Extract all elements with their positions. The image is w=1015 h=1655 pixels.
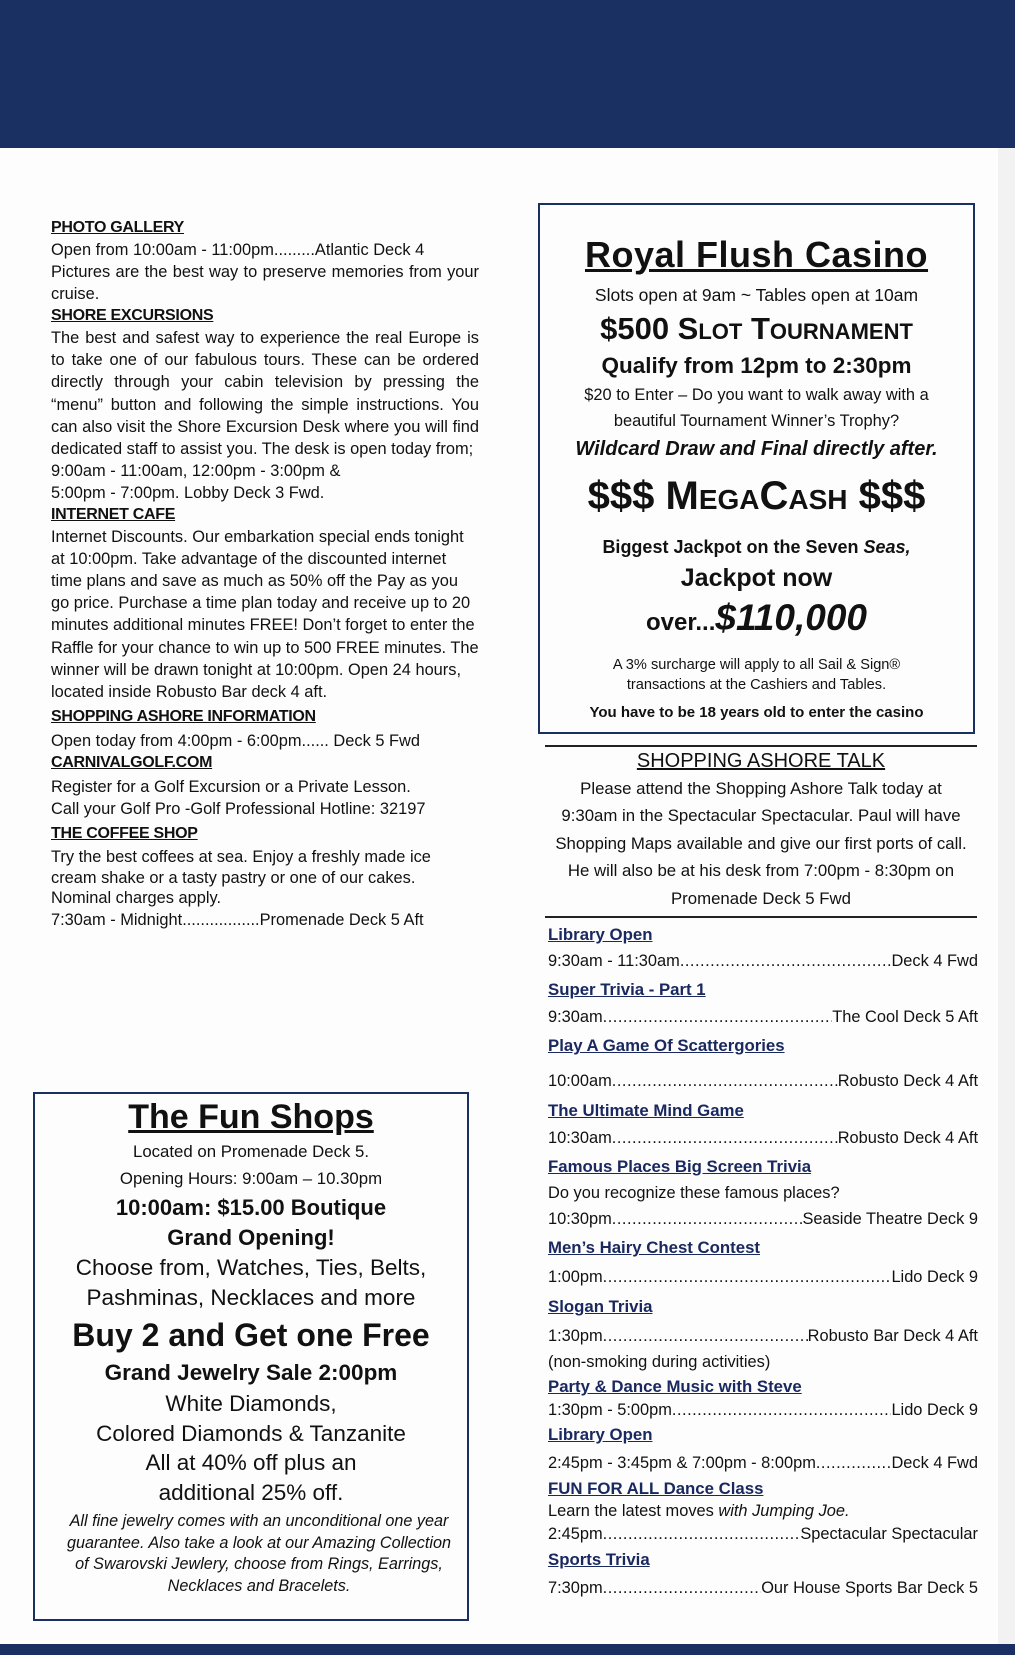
event-title: Library Open: [548, 1425, 653, 1444]
event-time: 1:30pm - 5:00pm: [548, 1401, 672, 1419]
event-leader: [680, 949, 892, 973]
qualify-time: Qualify from 12pm to 2:30pm: [601, 353, 912, 378]
biggest-jackpot-seas: Seas,: [863, 537, 911, 557]
header-band: [0, 0, 1015, 148]
event-place: Robusto Bar Deck 4 Aft: [807, 1327, 978, 1345]
jewelry-line-2: Colored Diamonds & Tanzanite: [96, 1420, 406, 1446]
event-line: [548, 1451, 978, 1475]
wildcard-draw: Wildcard Draw and Final directly after.: [575, 438, 938, 460]
event-time: 9:30am - 11:30am: [548, 952, 680, 970]
carnival-golf-title: CARNIVALGOLF.COM: [51, 753, 213, 771]
fun-shops-box: [33, 1092, 469, 1621]
entry-info: $20 to Enter – Do you want to walk away with a beautiful Tournament Winner’s Trophy?: [584, 386, 929, 430]
slot-tournament: $500 Slot Tournament: [600, 311, 913, 346]
event-item: [548, 1099, 978, 1150]
coffee-shop-hours: 7:30am - Midnight.................Promenade Deck 5 Aft: [51, 910, 424, 929]
event-title: Slogan Trivia: [548, 1297, 653, 1316]
choose-line-2: Pashminas, Necklaces and more: [86, 1285, 416, 1310]
event-item: [548, 1295, 978, 1375]
event-time: 10:30pm: [548, 1210, 612, 1228]
event-line: [548, 1398, 978, 1422]
casino-title: Royal Flush Casino: [584, 234, 929, 275]
event-place: Deck 4 Fwd: [891, 1454, 978, 1472]
coffee-shop-body: Try the best coffees at sea. Enjoy a freshly made ice cream shake or a tasty pastry or one of our cakes. Nominal charges apply.: [51, 848, 431, 908]
biggest-jackpot: [540, 534, 973, 560]
event-place: The Cool Deck 5 Aft: [832, 1008, 978, 1026]
event-item: [548, 1548, 978, 1600]
fun-shops-hours: Opening Hours: 9:00am – 10.30pm: [119, 1169, 383, 1188]
event-title: Sports Trivia: [548, 1550, 650, 1569]
event-item: [548, 1375, 978, 1422]
biggest-jackpot-text: Biggest Jackpot on the Seven: [602, 537, 864, 557]
shore-excursions-times-2: 5:00pm - 7:00pm. Lobby Deck 3 Fwd.: [51, 483, 325, 502]
event-time: 10:30am: [548, 1129, 612, 1147]
event-title: Party & Dance Music with Steve: [548, 1377, 802, 1396]
event-leader: [603, 1005, 833, 1029]
event-leader: [612, 1069, 838, 1093]
photo-gallery-body: Pictures are the best way to preserve memories from your cruise.: [51, 263, 479, 304]
event-title: Famous Places Big Screen Trivia: [548, 1157, 812, 1176]
shopping-talk-title: SHOPPING ASHORE TALK: [636, 750, 886, 772]
shopping-info-title: SHOPPING ASHORE INFORMATION: [51, 707, 316, 725]
event-item: [548, 923, 978, 973]
event-line: [548, 1069, 978, 1093]
event-line: [548, 1576, 978, 1600]
event-item: [548, 1423, 978, 1475]
event-place: Lido Deck 9: [891, 1401, 978, 1419]
surcharge-note: A 3% surcharge will apply to all Sail & Sign® transactions at the Cashiers and Tables.: [612, 657, 901, 693]
fun-shops-location: Located on Promenade Deck 5.: [132, 1142, 370, 1161]
event-leader: [672, 1398, 892, 1422]
jewelry-sale-heading: Grand Jewelry Sale 2:00pm: [104, 1360, 398, 1385]
shopping-info-hours: Open today from 4:00pm - 6:00pm...... Deck 5 Fwd: [51, 731, 420, 750]
events-list: [548, 923, 978, 1600]
event-time: 1:30pm: [548, 1327, 603, 1345]
jackpot-over: over...: [646, 609, 716, 636]
event-leader: [603, 1324, 808, 1348]
event-line: [548, 1265, 978, 1289]
fun-shops-title: The Fun Shops: [128, 1098, 374, 1136]
event-item: [548, 978, 978, 1029]
coffee-shop-title: THE COFFEE SHOP: [51, 825, 198, 843]
event-leader: [603, 1576, 762, 1600]
event-title: FUN FOR ALL Dance Class: [548, 1479, 764, 1498]
event-line: [548, 1207, 978, 1231]
event-item: [548, 1155, 978, 1231]
event-item: [548, 1034, 978, 1093]
event-line: [548, 1126, 978, 1150]
event-note-italic: with Jumping Joe.: [718, 1502, 850, 1520]
event-time: 10:00am: [548, 1072, 612, 1090]
event-item: [548, 1477, 978, 1546]
carnival-golf-body-2: Call your Golf Pro -Golf Professional Hotline: 32197: [51, 799, 426, 818]
event-leader: [603, 1265, 892, 1289]
event-line: [548, 1324, 978, 1348]
event-title: Super Trivia - Part 1: [548, 980, 706, 999]
photo-gallery-hours: Open from 10:00am - 11:00pm.........Atlantic Deck 4: [51, 241, 425, 259]
event-title: Play A Game Of Scattergories: [548, 1036, 785, 1055]
shopping-talk-body: Please attend the Shopping Ashore Talk today at 9:30am in the Spectacular Spectacular. Paul will have Shopping Maps available and give our first ports of call. He will also be at his desk from 7:00pm - 8:30pm on Promenade Deck 5 Fwd: [555, 779, 967, 908]
event-time: 9:30am: [548, 1008, 603, 1026]
event-title: Men’s Hairy Chest Contest: [548, 1238, 760, 1257]
event-line: [548, 1005, 978, 1029]
shore-excursions-body: The best and safest way to experience the real Europe is to take one of our fabulous tours. These can be ordered directly through your cabin television by pressing the “menu” button and following the simple instructions. You can also visit the Shore Excursion Desk where you will find dedicated staff to assist you. The desk is open today from;: [51, 329, 479, 458]
event-leader: [612, 1207, 803, 1231]
event-place: Our House Sports Bar Deck 5: [761, 1579, 978, 1597]
event-time: 2:45pm: [548, 1525, 603, 1543]
age-requirement: You have to be 18 years old to enter the casino: [589, 704, 924, 721]
event-time: 7:30pm: [548, 1579, 603, 1597]
event-place: Spectacular Spectacular: [800, 1525, 978, 1543]
casino-box: [538, 203, 975, 734]
shore-excursions-title: SHORE EXCURSIONS: [51, 307, 214, 325]
jackpot-now: Jackpot now: [680, 564, 833, 592]
megacash-heading: $$$ MegaCash $$$: [587, 474, 926, 518]
internet-cafe-body: Internet Discounts. Our embarkation special ends tonight at 10:00pm. Take advantage of the discounted internet time plans and save as much as 50% off the Pay as you go price. Purchase a time plan today and receive up to 20 minutes additional minutes FREE! Don’t forget to enter the Raffle for your chance to win up to 500 FREE minutes. The winner will be drawn tonight at 10:00pm. Open 24 hours, located inside Robusto Bar deck 4 aft.: [51, 528, 479, 701]
event-line: [548, 1522, 978, 1546]
footer-band: [0, 1644, 1015, 1655]
event-place: Seaside Theatre Deck 9: [802, 1210, 978, 1228]
event-leader: [603, 1522, 801, 1546]
shopping-talk: [545, 745, 977, 918]
photo-gallery-title: PHOTO GALLERY: [51, 219, 184, 236]
event-note: [548, 1500, 978, 1522]
boutique-heading: 10:00am: $15.00 Boutique: [115, 1195, 387, 1220]
jewelry-line-4: additional 25% off.: [158, 1479, 344, 1505]
jewelry-guarantee-note: All fine jewelry comes with an unconditional one year guarantee. Also take a look at our Amazing Collection of Swarovski Jewlery, choose from Rings, Earrings, Necklaces and Bracelets.: [67, 1512, 451, 1595]
event-place: Robusto Deck 4 Aft: [837, 1072, 978, 1090]
left-column: [51, 217, 479, 931]
event-note-text: Learn the latest moves: [548, 1502, 719, 1520]
choose-line-1: Choose from, Watches, Ties, Belts,: [75, 1255, 427, 1280]
jewelry-line-1: White Diamonds,: [165, 1391, 337, 1416]
event-note: Do you recognize these famous places?: [548, 1184, 840, 1202]
jackpot-amount-line: [540, 596, 973, 645]
event-line: [548, 949, 978, 973]
internet-cafe-title: INTERNET CAFE: [51, 506, 176, 524]
event-place: Robusto Deck 4 Aft: [837, 1129, 978, 1147]
event-note: (non-smoking during activities): [548, 1353, 771, 1371]
jewelry-line-3: All at 40% off plus an: [145, 1450, 357, 1475]
event-time: 1:00pm: [548, 1268, 603, 1286]
event-leader: [612, 1126, 838, 1150]
boutique-opening: Grand Opening!: [167, 1225, 335, 1250]
buy-two-offer: Buy 2 and Get one Free: [72, 1317, 430, 1353]
event-title: The Ultimate Mind Game: [548, 1101, 744, 1120]
event-leader: [816, 1451, 892, 1475]
carnival-golf-body-1: Register for a Golf Excursion or a Private Lesson.: [51, 777, 411, 796]
page-edge: [998, 148, 1015, 1644]
jackpot-amount: $110,000: [715, 597, 867, 638]
event-place: Lido Deck 9: [891, 1268, 978, 1286]
event-place: Deck 4 Fwd: [891, 952, 978, 970]
event-time: 2:45pm - 3:45pm & 7:00pm - 8:00pm: [548, 1454, 816, 1472]
event-title: Library Open: [548, 925, 653, 944]
event-item: [548, 1236, 978, 1289]
shore-excursions-times-1: 9:00am - 11:00am, 12:00pm - 3:00pm &: [51, 461, 341, 480]
casino-hours: Slots open at 9am ~ Tables open at 10am: [594, 285, 919, 305]
